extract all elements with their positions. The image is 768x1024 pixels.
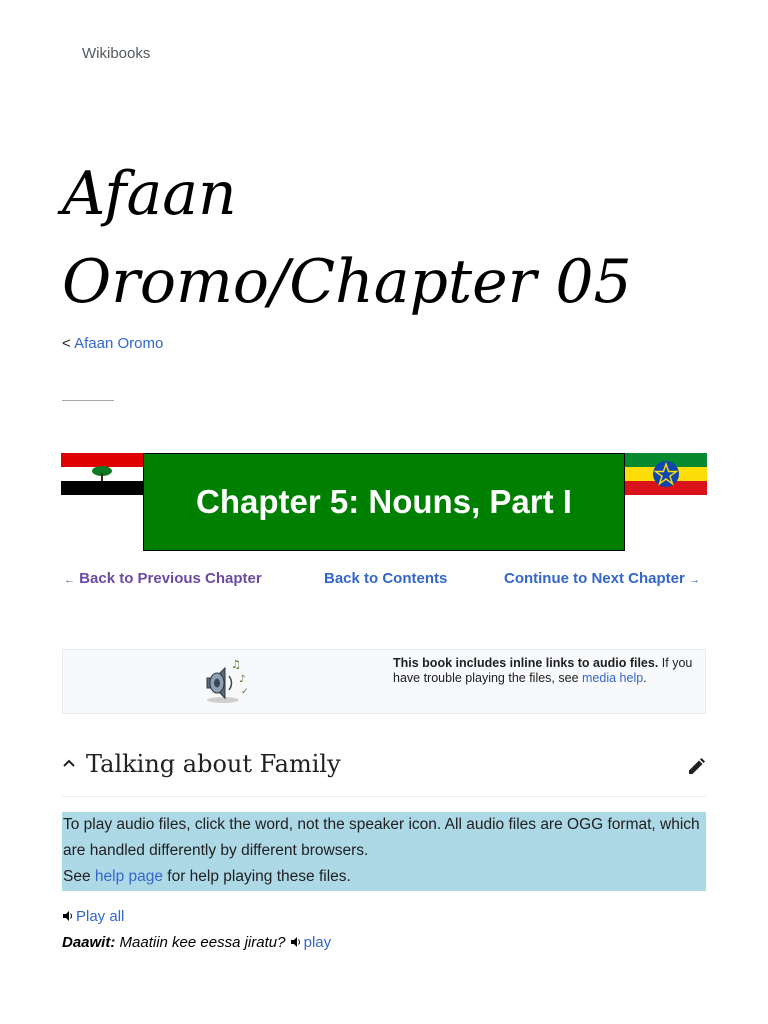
previous-chapter-link[interactable] — [64, 570, 262, 587]
arrow-right-icon: → — [689, 574, 700, 586]
svg-text:♪: ♪ — [239, 674, 246, 685]
audio-speaker-notes-icon — [201, 656, 251, 706]
dialog-line — [62, 934, 331, 951]
divider — [62, 400, 114, 401]
dialog-speaker: Daawit: — [62, 934, 116, 951]
audio-notice-end: . — [643, 671, 647, 685]
previous-chapter-label: Back to Previous Chapter — [79, 570, 262, 587]
dialog-text: Maatiin kee eessa jiratu? — [115, 934, 290, 951]
audio-notice-bold: This book includes inline links to audio files. — [393, 656, 659, 670]
chapter-banner — [61, 453, 707, 551]
speaker-icon — [290, 936, 302, 948]
pencil-icon[interactable] — [686, 757, 706, 777]
section-header-talking-about-family[interactable] — [62, 750, 706, 797]
site-name[interactable]: Wikibooks — [82, 45, 151, 62]
breadcrumb-link-afaan-oromo[interactable]: Afaan Oromo — [74, 335, 164, 352]
next-chapter-label: Continue to Next Chapter — [503, 570, 685, 587]
chapter-navigation — [62, 570, 706, 590]
contents-link[interactable]: Back to Contents — [324, 570, 448, 587]
play-all-link[interactable]: Play all — [76, 908, 125, 925]
help-line-prefix: See — [63, 868, 95, 885]
oromia-flag-icon — [61, 453, 143, 495]
page-title: Afaan Oromo/Chapter 05 — [62, 159, 632, 317]
breadcrumb-prefix: < — [62, 335, 71, 352]
audio-instructions-box — [62, 812, 706, 891]
svg-text:♫: ♫ — [231, 658, 241, 671]
audio-notice-body: If you have trouble playing the files, see — [393, 656, 693, 685]
arrow-left-icon: ← — [64, 574, 75, 586]
ethiopia-flag-icon — [625, 453, 707, 495]
audio-notice-box — [62, 649, 706, 714]
speaker-icon — [62, 910, 74, 922]
audio-instructions-text: To play audio files, click the word, not the speaker icon. All audio files are OGG format, which are handled differently by different browsers. — [63, 816, 700, 859]
chapter-title: Chapter 5: Nouns, Part I — [196, 483, 572, 520]
play-all — [62, 908, 124, 925]
help-page-link[interactable]: help page — [94, 868, 163, 885]
help-line — [63, 864, 706, 890]
section-title: Talking about Family — [86, 750, 341, 778]
help-line-rest: for help playing these files. — [162, 868, 351, 885]
audio-notice-text — [393, 656, 693, 686]
media-help-link[interactable]: media help — [582, 671, 644, 685]
breadcrumb — [62, 335, 163, 352]
chevron-up-icon[interactable] — [62, 756, 76, 770]
chapter-title-box — [143, 453, 625, 551]
svg-text:✓: ✓ — [241, 687, 249, 697]
next-chapter-link[interactable] — [504, 570, 700, 587]
dialog-play-link[interactable]: play — [303, 934, 332, 951]
